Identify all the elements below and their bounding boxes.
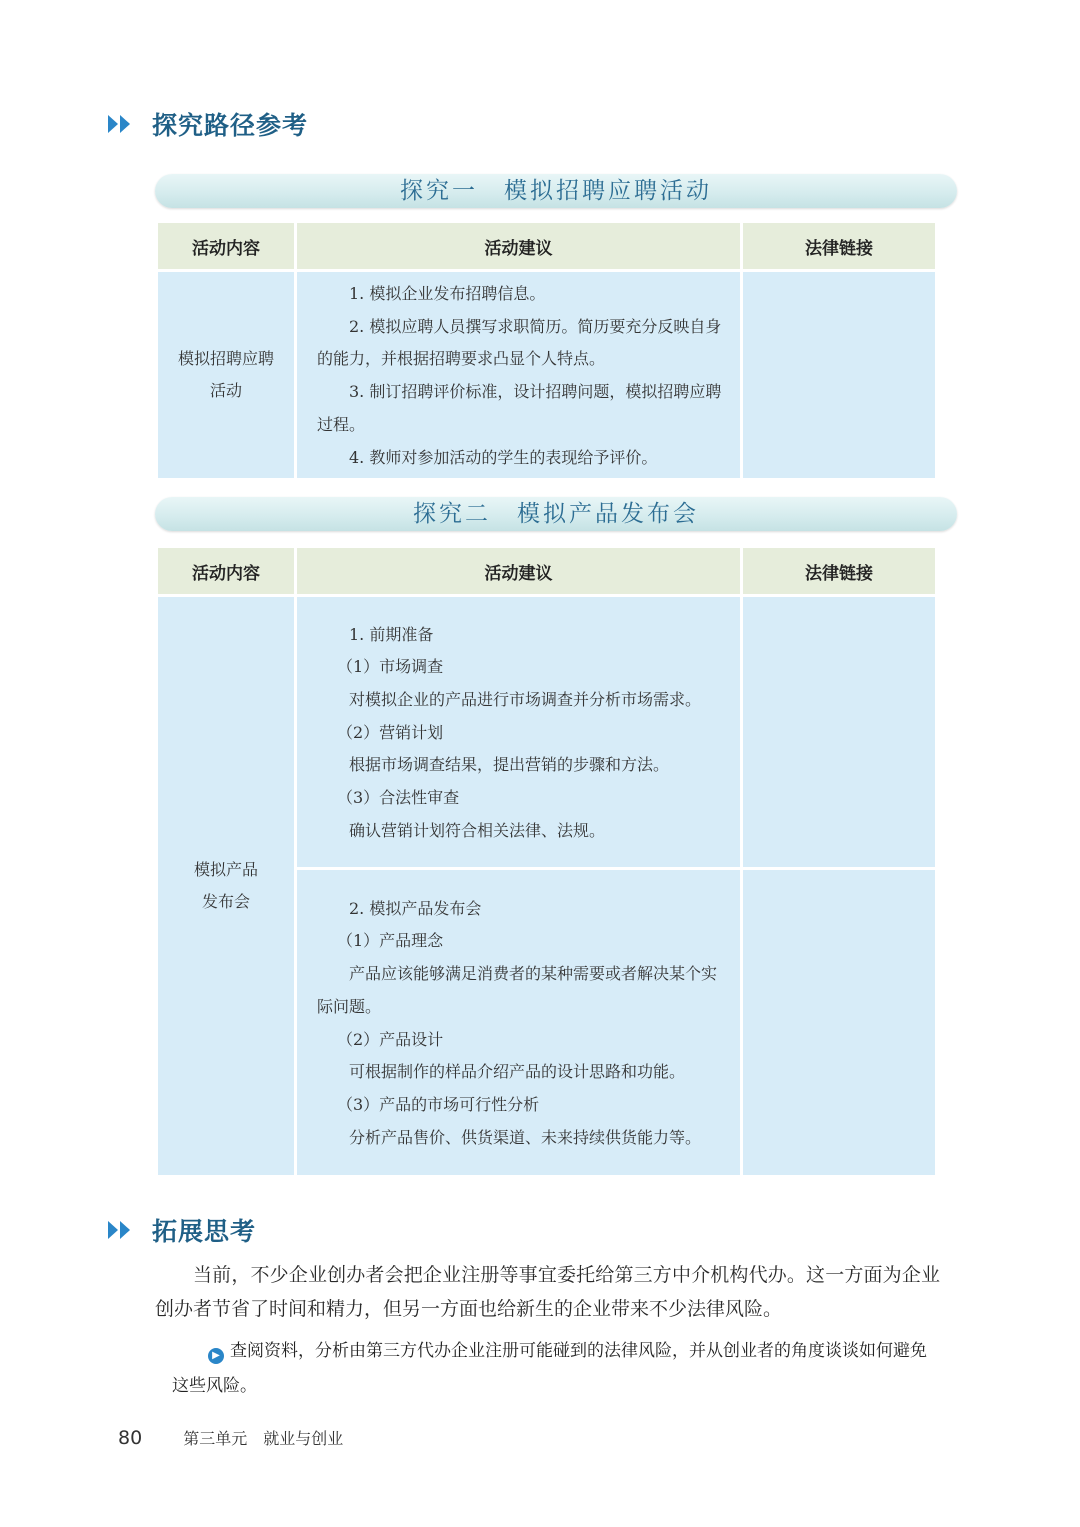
content-line: 活动 <box>209 381 242 401</box>
sub-heading: （1）市场调查 <box>337 657 444 677</box>
law-link-cell <box>742 869 937 1177</box>
suggestion-part-two <box>296 869 742 1177</box>
sub-text: 产品应该能够满足消费者的某种需要或者解决某个实际问题。 <box>317 964 718 1016</box>
table-header-row <box>157 222 937 271</box>
suggestion-item: 4. 教师对参加活动的学生的表现给予评价。 <box>349 447 658 467</box>
sub-heading: （2）产品设计 <box>337 1029 444 1049</box>
inquiry-one-banner: 探究一 模拟招聘应聘活动 <box>155 174 957 208</box>
suggestion-part-one <box>296 596 742 869</box>
part-heading: 1. 前期准备 <box>349 624 434 644</box>
inquiry-one-table <box>155 220 935 481</box>
section-title: 探究路径参考 <box>152 111 309 140</box>
sub-text: 分析产品售价、供货渠道、未来持续供货能力等。 <box>349 1127 702 1147</box>
content-line: 模拟招聘应聘 <box>177 349 274 369</box>
sub-text: 对模拟企业的产品进行市场调查并分析市场需求。 <box>349 689 702 709</box>
sub-heading: （2）营销计划 <box>337 722 444 742</box>
content-line: 模拟产品 <box>193 860 258 879</box>
suggestion-item: 1. 模拟企业发布招聘信息。 <box>349 284 546 303</box>
header-content: 活动内容 <box>157 547 296 596</box>
header-law: 法律链接 <box>742 222 937 271</box>
header-suggestion: 活动建议 <box>296 222 742 271</box>
table-row <box>157 271 937 480</box>
content-line: 发布会 <box>201 892 250 911</box>
section-heading-explore <box>108 106 308 142</box>
sub-heading: （3）合法性审查 <box>337 788 460 808</box>
suggestion-item: 3. 制订招聘评价标准，设计招聘问题，模拟招聘应聘过程。 <box>317 382 722 434</box>
unit-title: 第三单元 就业与创业 <box>183 1429 344 1448</box>
page-number: 80 <box>118 1427 143 1449</box>
activity-content-cell <box>157 271 296 480</box>
table-row <box>157 596 937 869</box>
sub-text: 根据市场调查结果，提出营销的步骤和方法。 <box>349 755 670 775</box>
double-arrow-icon <box>108 1219 134 1241</box>
sub-text: 可根据制作的样品介绍产品的设计思路和功能。 <box>349 1062 686 1082</box>
header-content: 活动内容 <box>157 222 296 271</box>
section-title: 拓展思考 <box>152 1217 257 1246</box>
task-text: 查阅资料，分析由第三方代办企业注册可能碰到的法律风险，并从创业者的角度谈谈如何避免这些风险。 <box>172 1341 927 1396</box>
expand-task <box>172 1334 932 1404</box>
sub-heading: （1）产品理念 <box>337 931 444 951</box>
expand-paragraph: 当前，不少企业创办者会把企业注册等事宜委托给第三方中介机构代办。这一方面为企业创办者节省了时间和精力，但另一方面也给新生的企业带来不少法律风险。 <box>155 1264 940 1320</box>
double-arrow-icon <box>108 113 134 135</box>
activity-content-cell <box>157 596 296 1177</box>
sub-heading: （3）产品的市场可行性分析 <box>337 1094 540 1114</box>
section-heading-expand <box>108 1212 256 1248</box>
header-suggestion: 活动建议 <box>296 547 742 596</box>
play-bullet-icon: ▶ <box>208 1348 224 1364</box>
law-link-cell <box>742 596 937 869</box>
header-law: 法律链接 <box>742 547 937 596</box>
law-link-cell <box>742 271 937 480</box>
inquiry-two-table <box>155 545 935 1178</box>
suggestion-item: 2. 模拟应聘人员撰写求职简历。简历要充分反映自身的能力，并根据招聘要求凸显个人特点。 <box>317 316 722 369</box>
activity-suggestion-cell <box>296 271 742 480</box>
page-footer <box>118 1426 343 1449</box>
inquiry-two-banner: 探究二 模拟产品发布会 <box>155 497 957 531</box>
part-heading: 2. 模拟产品发布会 <box>349 898 482 918</box>
sub-text: 确认营销计划符合相关法律、法规。 <box>349 820 606 840</box>
table-header-row <box>157 547 937 596</box>
